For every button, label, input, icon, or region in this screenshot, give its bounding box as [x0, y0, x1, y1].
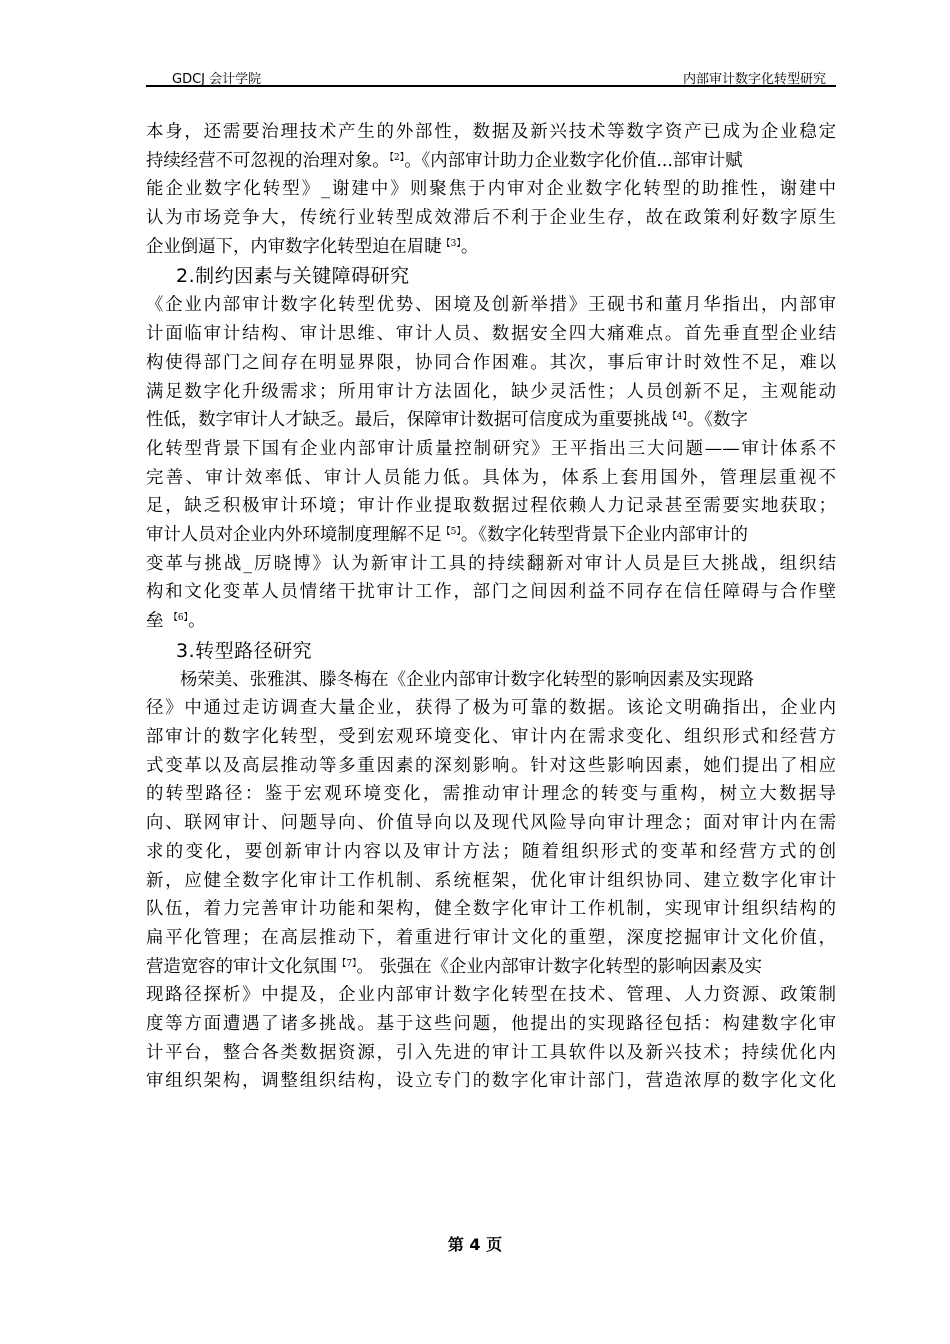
- citation: 【5】: [441, 526, 461, 537]
- citation: 【4】: [667, 412, 687, 423]
- header-left: GDCJ 会计学院: [172, 72, 262, 87]
- header-right: 内部审计数字化转型研究: [682, 72, 826, 87]
- text-line: 杨荣美、张雅淇、滕冬梅在《企业内部审计数字化转型的影响因素及实现路: [180, 669, 754, 690]
- text-line: 径》中通过走访调查大量企业，获得了极为可靠的数据。该论文明确指出，企业内: [146, 698, 836, 719]
- text-line: 扁平化管理；在高层推动下，着重进行审计文化的重塑，深度挖掘审计文化价值，: [146, 927, 836, 948]
- text-line: 构和文化变革人员情绪干扰审计工作，部门之间因利益不同存在信任障碍与合作壁: [146, 582, 836, 603]
- text-line: 足，缺乏积极审计环境；审计作业提取数据过程依赖人力记录甚至需要实地获取；: [146, 496, 836, 517]
- text-line: 求的变化，要创新审计内容以及审计方法；随着组织形式的变革和经营方式的创: [146, 841, 836, 862]
- text-line: 满足数字化升级需求；所用审计方法固化，缺少灵活性；人员创新不足，主观能动: [146, 381, 836, 402]
- text-line: 部审计的数字化转型，受到宏观环境变化、审计内在需求变化、组织形式和经营方: [146, 727, 836, 748]
- text-line: 持续经营不可忽视的治理对象。$^{【2】}$。《内部审计助力企业数字化价值...部审计赋: [146, 150, 743, 171]
- text-line: 《企业内部审计数字化转型优势、困境及创新举措》王砚书和董月华指出，内部审: [146, 295, 836, 316]
- text-line: 变革与挑战_厉晓博》认为新审计工具的持续翻新对审计人员是巨大挑战，组织结: [146, 553, 836, 574]
- text-line: 能企业数字化转型》_谢建中》则聚焦于内审对企业数字化转型的助推性，谢建中: [146, 179, 836, 200]
- text-line: 营造宽容的审计文化氛围$^{【7】}$。 张强在《企业内部审计数字化转型的影响因素及实: [146, 956, 763, 977]
- text-line: 化转型背景下国有企业内部审计质量控制研究》王平指出三大问题——审计体系不: [146, 438, 836, 459]
- text-line: 队伍，着力完善审计功能和架构，健全数字化审计工作机制，实现审计组织结构的: [146, 899, 836, 920]
- page-number: 第 4 页: [447, 1235, 503, 1254]
- header-rule: [146, 85, 836, 87]
- text-line: 度等方面遭遇了诸多挑战。基于这些问题，他提出的实现路径包括：构建数字化审: [146, 1013, 836, 1034]
- text-line: 式变革以及高层推动等多重因素的深刻影响。针对这些影响因素，她们提出了相应: [146, 755, 836, 776]
- text-line: 性低，数字审计人才缺乏。最后，保障审计数据可信度成为重要挑战$^{【4】}$。《数字: [146, 410, 748, 431]
- text-line: 构使得部门之间存在明显界限，协同合作困难。其次，事后审计时效性不足，难以: [146, 352, 836, 373]
- text-line: 新，应健全数字化审计工作机制、系统框架，优化审计组织协同、建立数字化审计: [146, 870, 836, 891]
- section-heading: 2.制约因素与关键障碍研究: [176, 265, 410, 288]
- citation: 【6】: [168, 613, 189, 623]
- text-line: 审计人员对企业内外环境制度理解不足$^{【5】}$。《数字化转型背景下企业内部审计的: [146, 524, 748, 545]
- text-line: 现路径探析》中提及，企业内部审计数字化转型在技术、管理、人力资源、政策制: [146, 985, 836, 1006]
- text-line: 计平台，整合各类数据资源，引入先进的审计工具软件以及新兴技术；持续优化内: [146, 1042, 836, 1063]
- body-text: [146, 118, 836, 1096]
- text-line: 企业倒逼下，内审数字化转型迫在眉睫$^{【3】}$。: [146, 236, 479, 257]
- text-line: 本身，还需要治理技术产生的外部性，数据及新兴技术等数字资产已成为企业稳定: [146, 122, 836, 142]
- citation: 【7】: [337, 958, 357, 969]
- page-header: [146, 66, 836, 86]
- text-line: 完善、审计效率低、审计人员能力低。具体为，体系上套用国外，管理层重视不: [146, 467, 836, 488]
- text-line: 垒 $^{【6】}$。: [146, 611, 206, 631]
- text-line: 的转型路径：鉴于宏观环境变化，需推动审计理念的转变与重构，树立大数据导: [146, 784, 836, 805]
- citation: 【3】: [441, 238, 461, 249]
- text-line: 认为市场竞争大，传统行业转型成效滞后不利于企业生存，故在政策利好数字原生: [146, 208, 836, 229]
- text-line: 计面临审计结构、审计思维、审计人员、数据安全四大痛难点。首先垂直型企业结: [146, 324, 836, 345]
- text-line: 审组织架构，调整组织结构，设立专门的数字化审计部门，营造浓厚的数字化文化: [146, 1071, 836, 1092]
- section-heading: 3.转型路径研究: [176, 639, 313, 662]
- text-line: 向、联网审计、问题导向、价值导向以及现代风险导向审计理念；面对审计内在需: [146, 813, 836, 834]
- citation: 【2】: [389, 152, 405, 163]
